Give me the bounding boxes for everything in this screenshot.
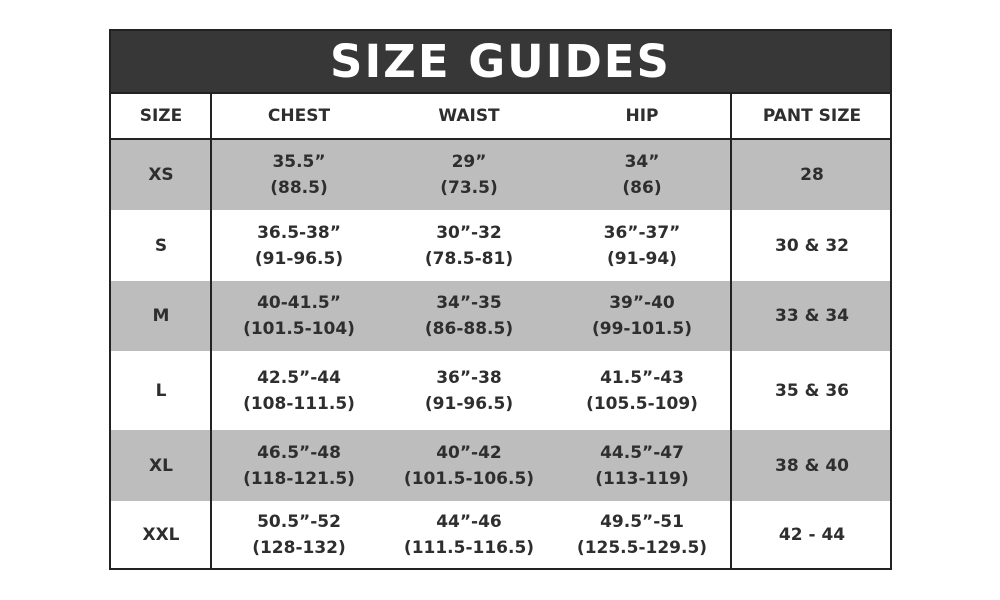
hip-cell [552, 501, 732, 568]
hip-cell [552, 140, 732, 210]
waist-cell [386, 140, 552, 210]
hip-cm: (105.5-109) [586, 393, 698, 414]
waist-cm: (101.5-106.5) [403, 468, 535, 489]
size-cell: XS [148, 165, 174, 185]
hip-inches: 39”-40 [609, 293, 675, 313]
size-cell: L [155, 380, 167, 401]
waist-inches: 30”-32 [436, 222, 502, 243]
size-cell: M [152, 306, 170, 326]
table-row [111, 430, 890, 501]
hip-inches: 36”-37” [603, 222, 681, 243]
waist-cell [386, 210, 552, 281]
hip-cm: (125.5-129.5) [576, 537, 708, 558]
waist-cell [386, 281, 552, 351]
table-row [111, 281, 890, 351]
waist-cm: (78.5-81) [424, 248, 514, 269]
hip-inches: 44.5”-47 [600, 442, 684, 463]
pant-size-cell: 28 [800, 165, 824, 185]
size-cell: S [154, 235, 168, 256]
chest-cell [212, 501, 386, 568]
chest-cm: (88.5) [270, 178, 328, 198]
waist-cell [386, 351, 552, 430]
chest-inches: 46.5”-48 [257, 442, 341, 463]
chest-inches: 35.5” [272, 152, 326, 172]
header-hip: HIP [625, 106, 659, 126]
waist-inches: 44”-46 [436, 511, 502, 532]
chest-cell [212, 281, 386, 351]
title-bar [111, 31, 890, 94]
waist-cell [386, 501, 552, 568]
hip-cell [552, 430, 732, 501]
waist-inches: 36”-38 [436, 367, 502, 388]
chest-cell [212, 140, 386, 210]
pant-size-cell: 38 & 40 [775, 455, 849, 476]
column-divider-size [210, 94, 212, 568]
hip-inches: 41.5”-43 [600, 367, 684, 388]
size-cell: XXL [142, 524, 180, 545]
hip-inches: 34” [624, 152, 660, 172]
pant-size-cell: 33 & 34 [775, 306, 849, 326]
chest-cm: (91-96.5) [254, 248, 344, 269]
chest-inches: 50.5”-52 [257, 511, 341, 532]
header-pant-size: PANT SIZE [762, 106, 862, 126]
pant-size-cell: 30 & 32 [775, 235, 849, 256]
table-row [111, 140, 890, 210]
waist-cm: (91-96.5) [424, 393, 514, 414]
header-row [111, 94, 890, 140]
chest-cell [212, 430, 386, 501]
chest-cell [212, 210, 386, 281]
chest-inches: 36.5-38” [257, 222, 341, 243]
hip-cell [552, 351, 732, 430]
waist-inches: 40”-42 [436, 442, 502, 463]
waist-inches: 34”-35 [436, 293, 502, 313]
column-divider-pant-size [730, 94, 732, 568]
hip-cell [552, 281, 732, 351]
table-row [111, 351, 890, 430]
chest-cell [212, 351, 386, 430]
hip-cm: (113-119) [595, 468, 689, 489]
hip-inches: 49.5”-51 [600, 511, 684, 532]
table-row [111, 210, 890, 281]
hip-cm: (99-101.5) [591, 319, 693, 339]
waist-cm: (86-88.5) [424, 319, 514, 339]
waist-inches: 29” [451, 152, 487, 172]
table-row [111, 501, 890, 568]
table-title: SIZE GUIDES [330, 35, 671, 88]
chest-inches: 42.5”-44 [257, 367, 341, 388]
size-guide-table [109, 29, 892, 570]
waist-cm: (73.5) [440, 178, 498, 198]
waist-cm: (111.5-116.5) [403, 537, 535, 558]
pant-size-cell: 42 - 44 [778, 524, 846, 545]
chest-inches: 40-41.5” [257, 293, 341, 313]
hip-cm: (91-94) [607, 248, 677, 269]
header-chest: CHEST [267, 106, 331, 126]
hip-cell [552, 210, 732, 281]
waist-cell [386, 430, 552, 501]
chest-cm: (108-111.5) [243, 393, 355, 414]
chest-cm: (101.5-104) [243, 319, 355, 339]
chest-cm: (128-132) [252, 537, 346, 558]
chest-cm: (118-121.5) [243, 468, 355, 489]
size-cell: XL [149, 455, 173, 476]
hip-cm: (86) [622, 178, 662, 198]
header-waist: WAIST [438, 106, 500, 126]
pant-size-cell: 35 & 36 [775, 380, 849, 401]
header-size: SIZE [139, 106, 183, 126]
